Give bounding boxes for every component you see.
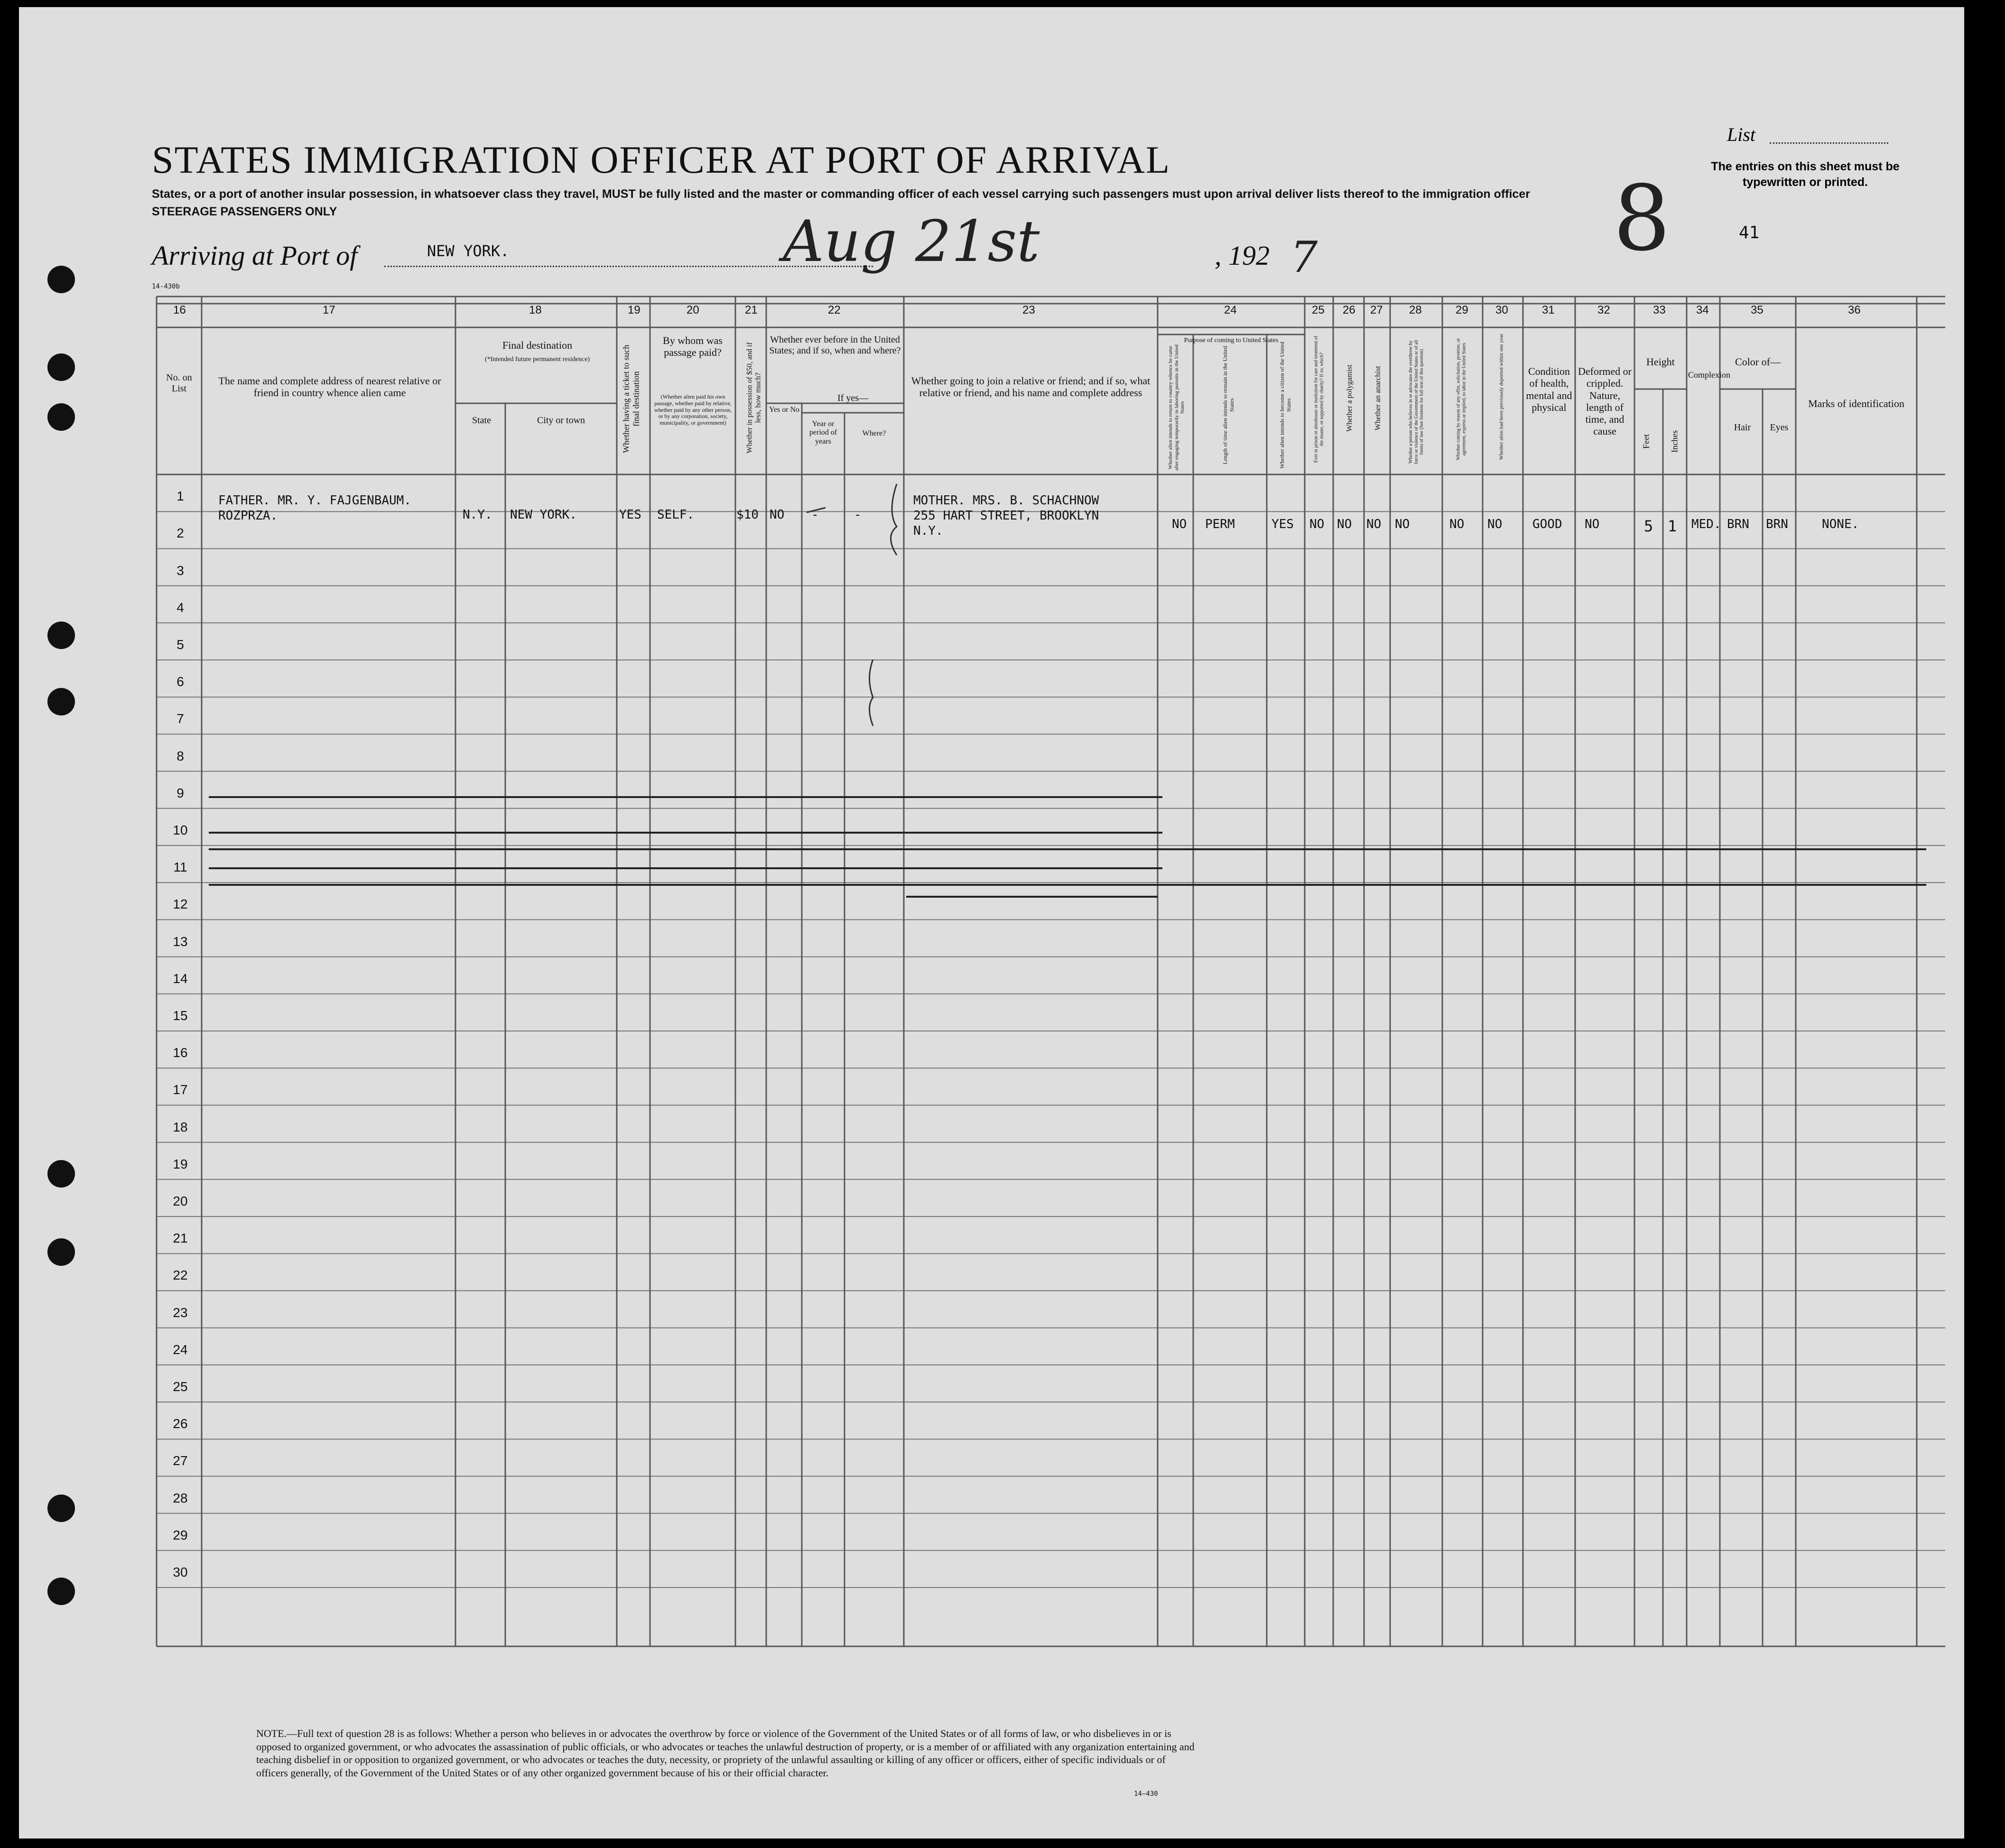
row-number: 16: [173, 1045, 188, 1060]
row-number: 29: [173, 1527, 188, 1542]
list-label: List: [1727, 124, 1756, 145]
column-number: 18: [529, 304, 542, 316]
column-number: 19: [628, 304, 640, 316]
header-city: City or town: [537, 415, 585, 426]
cell-q29: NO: [1449, 517, 1465, 531]
row-number: 26: [173, 1416, 188, 1431]
footnote-question-28: NOTE.—Full text of question 28 is as follows: Whether a person who believes in or advocates the overthrow by force or violence of the Government of the United States or of all forms of law, or who disbelieves in or is opposed to organized government, or who advocates the assassination of public officials, or who advocates or teaches the unlawful destruction of property, or is a member of or affiliated with any organization entertaining and teaching disbelief in or opposition to organized government, or who advocates or teaches the duty, necessity, or propriety of the unlawful assaulting or killing of any officer or officers, either of specific individuals or of officers generally, of the Government of the United States or of any other organized government because of his or their official character.: [256, 1727, 1195, 1779]
header-before-in-us: Whether ever before in the United States; and if so, when and where?: [769, 334, 901, 356]
row-number: 2: [176, 526, 184, 541]
header-polygamist: Whether a polygamist: [1345, 364, 1354, 432]
cell-marks: NONE.: [1822, 517, 1859, 531]
row-number: 21: [173, 1231, 188, 1246]
header-overthrow: Whether a person who believes in or advocates the overthrow by force or violence of the Government of the United States or of all forms of law (See footnote for full text of this question): [1408, 340, 1424, 464]
column-number: 23: [1022, 304, 1035, 316]
column-number: 16: [173, 304, 186, 316]
row-number: 23: [173, 1305, 188, 1320]
footnote-code: 14—430: [1134, 1790, 1158, 1798]
header-nearest-relative: The name and complete address of nearest relative or friend in country whence alien came: [218, 375, 441, 399]
column-number: 36: [1848, 304, 1861, 316]
cell-y1: -: [811, 508, 819, 522]
form-code: 14-430b: [152, 283, 180, 290]
row-number: 22: [173, 1268, 188, 1283]
cell-city: NEW YORK.: [510, 508, 577, 522]
row-number: 9: [176, 785, 184, 800]
header-health: Condition of health, mental and physical: [1526, 365, 1572, 413]
cell-q26: NO: [1337, 517, 1352, 531]
header-anarchist: Whether an anarchist: [1374, 366, 1382, 431]
row-number: 4: [176, 600, 184, 615]
header-labor-offer: Whether coming by reason of any offer, solicitation, promise, or agreement, express or implied, to labor in the United States: [1456, 338, 1467, 461]
header-joining: Whether going to join a relative or friend; and if so, what relative or friend, and his name and complete address: [911, 375, 1151, 399]
row-number: 1: [176, 489, 184, 504]
relative-address: ROZPRZA.: [218, 509, 278, 523]
header-marks: Marks of identification: [1808, 398, 1904, 409]
class-line: STEERAGE PASSENGERS ONLY: [152, 205, 337, 218]
column-number: 26: [1343, 304, 1355, 316]
cell-complexion: MED.: [1691, 517, 1721, 531]
header-passage-note: (Whether alien paid his own passage, whether paid by relative, whether paid by any other person, or by any corporation, society, municipality, or government): [654, 393, 732, 427]
header-complexion: Complexion: [1688, 370, 1730, 380]
instructions-text: States, or a port of another insular possession, in whatsoever class they travel, MUST be fully listed and the master or commanding officer of each vessel carrying such passengers must upon arrival deliver lists thereof to the immigration officer: [152, 187, 1530, 201]
header-deported: Whether alien had been previously deported within one year: [1498, 334, 1504, 460]
cell-q30: NO: [1487, 517, 1503, 531]
row-number: 6: [176, 674, 184, 689]
entries-note: The entries on this sheet must be typewritten or printed.: [1711, 160, 1900, 189]
cell-feet: 5: [1644, 517, 1653, 535]
column-number: 33: [1653, 304, 1666, 316]
year-prefix: , 192: [1215, 240, 1270, 271]
row-number: 20: [173, 1194, 188, 1208]
joining-address-line: N.Y.: [913, 524, 943, 538]
cell-q28: NO: [1395, 517, 1410, 531]
column-number: 35: [1751, 304, 1764, 316]
cell-eyes: BRN: [1766, 517, 1788, 531]
header-final-destination-note: (*Intended future permanent residence): [484, 356, 590, 363]
year-handwritten: 7: [1290, 232, 1318, 282]
header-no-on-list: No. on List: [166, 372, 192, 394]
row-number: 18: [173, 1119, 188, 1134]
cell-health: GOOD: [1532, 517, 1562, 531]
relative-name: FATHER. MR. Y. FAJGENBAUM.: [218, 493, 411, 508]
row-number: 7: [176, 711, 184, 726]
column-number: 31: [1542, 304, 1555, 316]
header-color: Color of—: [1735, 356, 1781, 368]
row-number: 12: [173, 897, 188, 912]
row-number: 14: [173, 971, 188, 986]
row-number: 24: [173, 1342, 188, 1357]
header-final-destination: Final destination: [502, 339, 573, 351]
row-number: 13: [173, 934, 188, 949]
column-number: 32: [1597, 304, 1610, 316]
cell-money: $10: [736, 508, 759, 522]
header-year: Year or period of years: [809, 420, 837, 446]
header-deformed: Deformed or crippled. Nature, length of time, and cause: [1578, 365, 1632, 437]
header-money: Whether in possession of $50, and if less, how much?: [745, 342, 762, 454]
cell-deformed: NO: [1585, 517, 1600, 531]
row-number: 11: [173, 860, 187, 875]
joining-relative: MOTHER. MRS. B. SCHACHNOW: [913, 493, 1099, 508]
row-number: 27: [173, 1453, 188, 1468]
column-number: 25: [1312, 304, 1325, 316]
row-number: 3: [176, 563, 184, 578]
cell-ticket: YES: [619, 508, 641, 522]
column-number: 28: [1409, 304, 1422, 316]
header-where: Where?: [862, 429, 886, 437]
cell-before: NO: [770, 508, 785, 522]
cell-y2: -: [854, 508, 862, 522]
header-eyes: Eyes: [1770, 422, 1789, 433]
port-name: NEW YORK.: [427, 242, 510, 260]
column-number: 29: [1456, 304, 1468, 316]
header-purpose-return: Whether alien intends to return to country whence he came after engaging temporarily in laboring pursuits in the United States: [1168, 344, 1186, 471]
cell-inches: 1: [1668, 517, 1677, 535]
joining-address: 255 HART STREET, BROOKLYN: [913, 509, 1099, 523]
column-number: 30: [1495, 304, 1508, 316]
column-number: 27: [1370, 304, 1383, 316]
row-number: 8: [176, 748, 184, 763]
column-number: 20: [687, 304, 699, 316]
column-number: 34: [1696, 304, 1709, 316]
header-yes-no: Yes or No: [769, 406, 800, 414]
header-ticket: Whether having a ticket to such final destination: [621, 344, 640, 453]
header-inches: Inches: [1670, 430, 1680, 453]
cell-hair: BRN: [1727, 517, 1749, 531]
column-number: 24: [1224, 304, 1237, 316]
cell-p-a: NO: [1172, 517, 1187, 531]
column-number: 21: [745, 304, 758, 316]
header-height: Height: [1646, 356, 1675, 368]
header-if-yes: If yes—: [837, 393, 868, 403]
header-purpose: Purpose of coming to United States: [1184, 337, 1279, 344]
row-number: 28: [173, 1490, 188, 1505]
cell-p-c: YES: [1272, 517, 1294, 531]
header-feet: Feet: [1641, 434, 1651, 449]
row-number: 10: [173, 823, 188, 837]
column-number: 17: [323, 304, 335, 316]
header-prison: Ever in prison or almshouse or institution for care and treatment of the insane, or supported by charity? If so, which?: [1313, 335, 1324, 463]
arrival-date-handwritten: Aug 21st: [783, 209, 1040, 275]
sheet-number: 41: [1739, 223, 1760, 242]
list-number-handwritten: 8: [1613, 166, 1671, 271]
cell-paid: SELF.: [657, 508, 695, 522]
row-number: 19: [173, 1156, 188, 1171]
header-passage-paid: By whom was passage paid?: [663, 334, 723, 359]
row-number: 30: [173, 1565, 188, 1579]
cell-p-b: PERM: [1205, 517, 1235, 531]
cell-q25: NO: [1309, 517, 1325, 531]
arriving-label: Arriving at Port of: [152, 240, 358, 271]
row-number: 25: [173, 1379, 188, 1394]
row-number: 15: [173, 1008, 188, 1023]
column-number: 22: [828, 304, 841, 316]
header-state: State: [472, 415, 491, 426]
cell-state: N.Y.: [463, 508, 492, 522]
row-number: 5: [176, 637, 184, 652]
header-purpose-citizen: Whether alien intends to become a citizen of the United States: [1279, 342, 1292, 469]
row-number: 17: [173, 1082, 188, 1097]
header-hair: Hair: [1734, 422, 1751, 433]
page-title: STATES IMMIGRATION OFFICER AT PORT OF ARRIVAL: [152, 138, 1171, 181]
cell-q27: NO: [1366, 517, 1382, 531]
header-purpose-length: Length of time alien intends to remain in the United States: [1222, 346, 1235, 464]
